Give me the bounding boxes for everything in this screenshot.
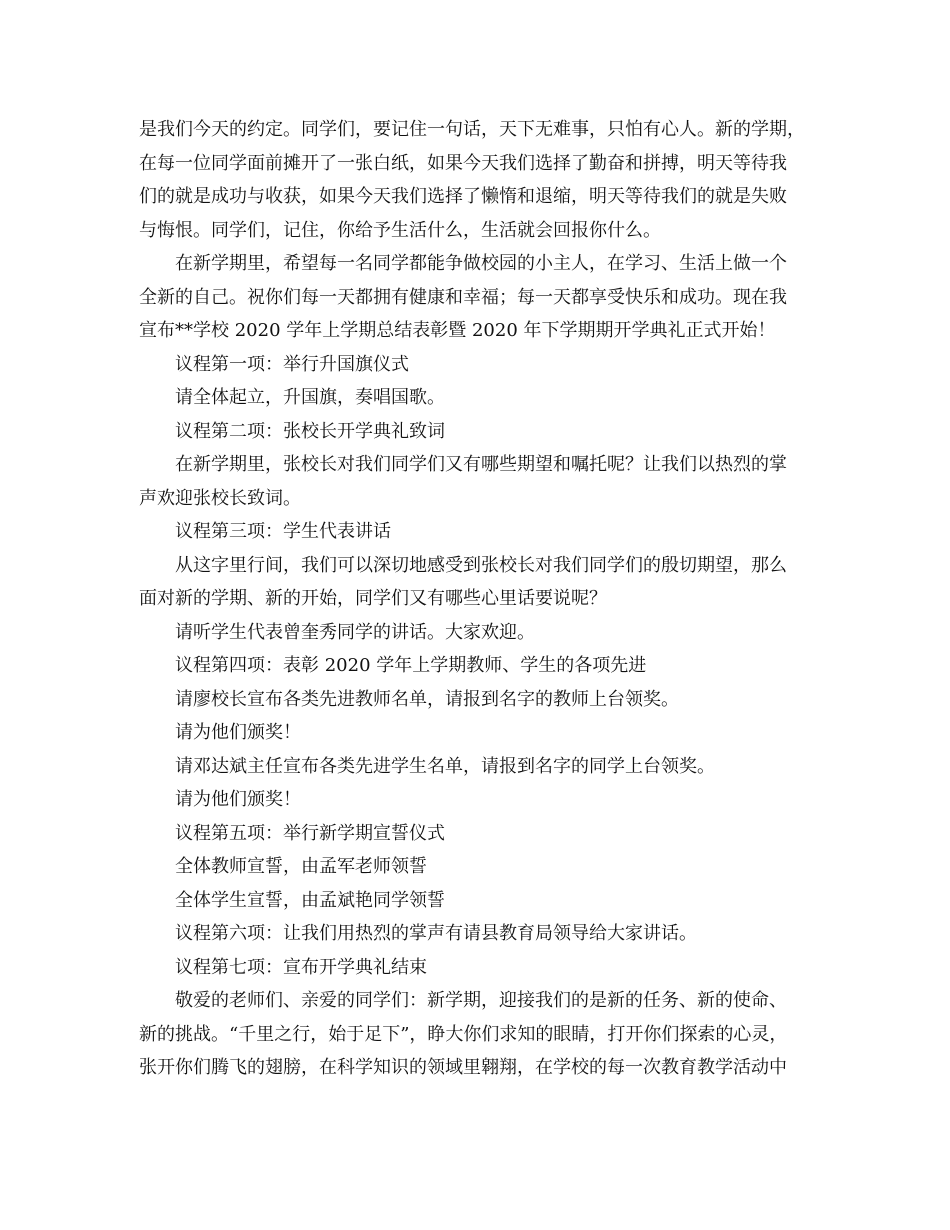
text-line: 议程第二项：张校长开学典礼致词 [175, 420, 445, 442]
text-line: 在新学期里，张校长对我们同学们又有哪些期望和嘱托呢？让我们以热烈的掌 [175, 454, 787, 475]
text-line: 请全体起立，升国旗，奏唱国歌。 [175, 387, 445, 408]
text-line: 与悔恨。同学们，记住，你给予生活什么，生活就会回报你什么。 [139, 219, 661, 241]
text-line: 议程第五项：举行新学期宣誓仪式 [175, 822, 445, 844]
text-line: 在新学期里，希望每一名同学都能争做校园的小主人，在学习、生活上做一个 [175, 253, 787, 274]
text-line: 在每一位同学面前摊开了一张白纸，如果今天我们选择了勤奋和拼搏，明天等待我 [139, 152, 787, 174]
text-line: 议程第一项：举行升国旗仪式 [175, 353, 409, 375]
text-line: 请为他们颁奖！ [175, 722, 301, 743]
text-line: 新的挑战。“千里之行，始于足下”，睁大你们求知的眼睛，打开你们探索的心灵， [139, 1023, 788, 1045]
text-line: 敬爱的老师们、亲爱的同学们：新学期，迎接我们的是新的任务、新的使命、 [175, 990, 787, 1011]
text-line: 请邓达斌主任宣布各类先进学生名单，请报到名字的同学上台领奖。 [175, 755, 715, 777]
text-line: 张开你们腾飞的翅膀，在科学知识的领域里翱翔，在学校的每一次教育教学活动中 [139, 1057, 787, 1078]
text-line: 声欢迎张校长致词。 [139, 487, 301, 509]
text-line: 全体教师宣誓，由孟军老师领誓 [175, 856, 427, 877]
text-line: 面对新的学期、新的开始，同学们又有哪些心里话要说呢？ [139, 588, 607, 609]
text-line: 请廖校长宣布各类先进教师名单，请报到名字的教师上台领奖。 [175, 688, 679, 710]
text-line: 们的就是成功与收获，如果今天我们选择了懒惰和退缩，明天等待我们的就是失败 [139, 186, 787, 207]
text-line: 议程第三项：学生代表讲话 [175, 521, 391, 542]
document-body [139, 113, 829, 1085]
text-line: 议程第四项：表彰 2020 学年上学期教师、学生的各项先进 [175, 655, 647, 676]
text-line: 全体学生宣誓，由孟斌艳同学领誓 [175, 889, 445, 911]
text-line: 全新的自己。祝你们每一天都拥有健康和幸福；每一天都享受快乐和成功。现在我 [139, 286, 787, 308]
text-line: 宣布**学校 2020 学年上学期总结表彰暨 2020 年下学期期开学典礼正式开始！ [139, 320, 776, 341]
text-line: 请为他们颁奖！ [175, 789, 301, 810]
text-line: 议程第六项：让我们用热烈的掌声有请县教育局领导给大家讲话。 [175, 923, 697, 944]
text-line: 请听学生代表曾奎秀同学的讲话。大家欢迎。 [175, 621, 535, 643]
text-line: 是我们今天的约定。同学们，要记住一句话，天下无难事，只怕有心人。新的学期， [139, 119, 805, 140]
text-line: 从这字里行间，我们可以深切地感受到张校长对我们同学们的殷切期望，那么 [175, 554, 787, 576]
text-line: 议程第七项：宣布开学典礼结束 [175, 956, 427, 978]
